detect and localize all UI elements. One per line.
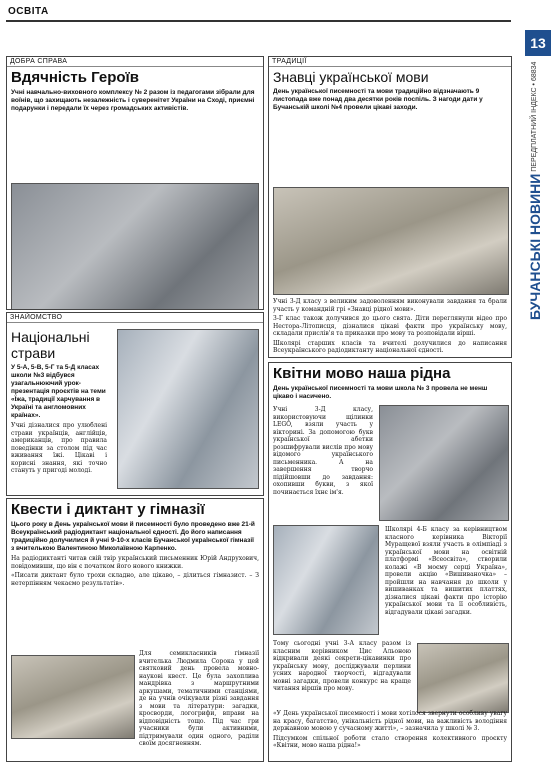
article-photo [417,643,509,713]
article-photo [11,655,135,739]
article-national-dishes [6,312,264,496]
article-kicker: ТРАДИЦІЇ [269,57,511,67]
article-lead: У 5-А, 5-В, 5-Г та 5-Д класах школи №3 відбувся узагальнюючий урок-презентація проєктів на теми «Їжа, традиції харчування в Україні та англомовних країнах». [11,364,106,419]
article-lead: День української писемності та мови традиційно відзначають 9 листопада вже понад два десятки років поспіль. З нагоди дати у Бучанській школі №4 провели цікаві заходи. [273,88,483,111]
article-body: Школярі старших класів та вчителі долучилися до написання Всеукраїнського радіодиктанту національної єдності. [273,339,507,354]
article-body: Учні 3-Д класу з великим задоволенням виконували завдання та брали участь у командній грі «Знавці рідної мови». [273,298,507,313]
article-language-experts [268,56,512,358]
article-body [269,356,511,359]
article-body: «Писати диктант було трохи складно, але цікаво, – ділиться гімназист. – З нетерпінням чекаємо результатів». [11,572,259,587]
newspaper-title: БУЧАНСЬКІ НОВИНИ [527,174,543,321]
article-body: Тому сьогодні учні 3-А класу разом із класним керівником Цис Альоною відкривали деякі секрети-цікавинки про українську мову, досліджували перлини усних народної творчості, відгадували мовні загадки, провели конкурс на краще читання віршів про мову. [273,640,411,692]
article-quests-dictation [6,498,264,762]
article-body: Учні 3-Д класу, використовуючи щілинки LEGO, взяли участь у вікторині. За допомогою букв української абетки розшифрували вислів про мову відомого українського письменника. А на завершення творчо підійшовши до завдання: охопивши букви, з якої починається їхнє ім'я. [273,406,373,496]
article-photo [11,183,259,310]
article-body: На радіодиктанті читав свій твір український письменник Юрій Андрухович, повідомивши, що він є початком його нового книжки. [11,555,259,570]
article-lead: Учні навчально-виховного комплексу № 2 разом із педагогами зібрали для воїнів, що захищають незалежність і суверенітет України на Сході, приємні подарунки і передали їх через громадських активістів. [11,89,255,112]
article-title: Знавці української мови [273,69,429,85]
article-body: 3-Г клас також долучився до цього свята. Діти переглянули відео про Нестора-Літописця, дізналися цікаві факти про українську мову, складали прислів'я та приказки про мову та розповідали вірші. [273,315,507,337]
page-header [6,4,511,22]
article-photo [273,187,509,295]
article-gratitude [6,56,264,310]
article-lead: Цього року в День української мови й писемності було проведено вже 21-й Всеукраїнський радіодиктант національної єдності. До його написання традиційно долучилися й учні 9-10-х класів Бучанської української гімназії з вчителькою Валентиною Миколаївною Карпенко. [11,521,255,552]
article-kicker: ЗНАЙОМСТВО [7,313,263,323]
subscription-index: ПЕРЕДПЛАТНИЙ ІНДЕКС • 68834 [531,62,538,173]
side-banner [527,62,553,752]
article-photo [117,329,259,489]
article-title: Вдячність Героїв [11,69,139,86]
page-number: 13 [525,30,551,56]
article-title: Квести і диктант у гімназії [11,501,205,518]
article-body: Підсумком спільної роботи стало створення колективного проєкту «Квітни, мово наша рідна!» [273,734,507,749]
article-photo [273,525,379,635]
article-bloom-language [268,362,512,762]
article-photo [379,405,509,521]
article-kicker: ДОБРА СПРАВА [7,57,263,67]
article-body: Для семикласників гімназії вчителька Людмила Сорока у цей святковий день провела мовно-наукові квест. Це була захоплива мандрівка з маршрутними аркушами, тематичними станціями, де на учнів очікували різні завдання з мови та літератури: загадки, кросворди, логогрифи, вправи на відповідність тощо. Під час гри учасники були активними, підтримували один одного, раділи своїм досягненням. [139,650,259,747]
article-body: Школярі 4-Б класу за керівництвом класного керівника Вікторії Муращевої взяли участь в олімпіаді з української мови на освітній платформі «Всеосвіта», створили колажі «В моєму серці Україна», провели акцію «Вишиваночка» – пройшли на навчання до школи у вишиванках та вишитих платтях, дізналися цікаві факти про історію української мови та її особливість, відгадували цікаві загадки. [385,526,507,616]
article-lead: День української писемності та мови школа № 3 провела не менш цікаво і насичено. [273,385,488,400]
article-body: Учні дізналися про улюблені страви українців, англійців, американців, про правила поведінки за столом під час вживання їжі. Цікаві і корисні знання, які точно стануть у пригоді молоді. [11,422,107,474]
article-title: Національні страви [11,329,90,361]
article-body: «У День української писемності і мови хотілося звернути особливу увагу на красу, багатство, унікальність рідної мови, на важливість володіння державною мовою у сучасному житті», – зазначила у школі № 3. [273,710,507,732]
article-title: Квітни мово наша рідна [273,365,451,382]
section-label: ОСВІТА [8,6,49,17]
